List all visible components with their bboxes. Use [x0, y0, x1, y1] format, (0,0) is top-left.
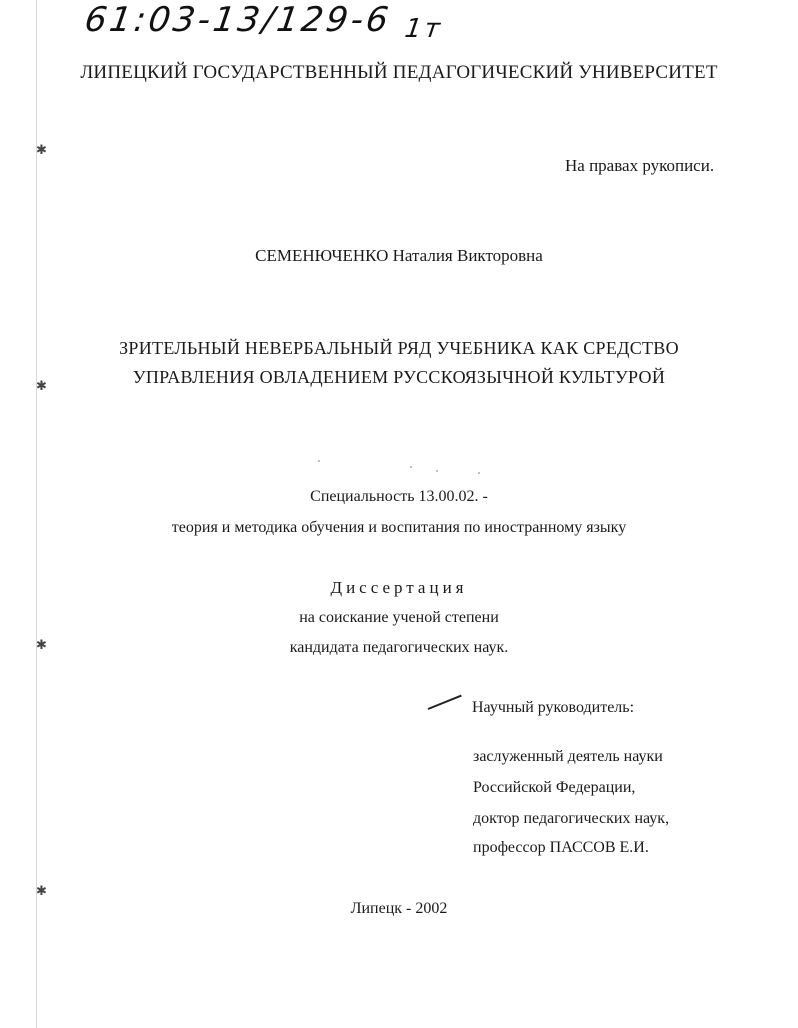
supervisor-label: Научный руководитель: — [472, 699, 635, 716]
scan-speck — [478, 472, 480, 474]
binding-hole-mark: ✱ — [36, 378, 47, 393]
binding-hole-mark: ✱ — [36, 142, 47, 157]
archive-code-handwritten: 61:03-13/129-6 — [82, 0, 394, 40]
scan-speck — [410, 466, 412, 468]
specialty-description: теория и методика обучения и воспитания по иностранному языку — [171, 519, 627, 536]
supervisor-name: профессор ПАССОВ Е.И. — [473, 839, 649, 856]
rights-note: На правах рукописи. — [565, 156, 715, 175]
scan-speck — [318, 460, 320, 462]
supervisor-title-1: заслуженный деятель науки — [473, 748, 663, 765]
supervisor-title-2: Российской Федерации, — [473, 779, 636, 796]
archive-code-suffix: 1т — [402, 14, 445, 44]
dissertation-label: Диссертация — [330, 578, 468, 597]
thesis-title-line-2: УПРАВЛЕНИЯ ОВЛАДЕНИЕМ РУССКОЯЗЫЧНОЙ КУЛЬТУРОЙ — [132, 367, 666, 387]
author-name: СЕМЕНЮЧЕНКО Наталия Викторовна — [255, 246, 543, 265]
university-name: ЛИПЕЦКИЙ ГОСУДАРСТВЕННЫЙ ПЕДАГОГИЧЕСКИЙ УНИВЕРСИТЕТ — [80, 62, 718, 83]
place-and-year: Липецк - 2002 — [350, 900, 448, 917]
scan-speck — [436, 470, 438, 472]
degree-name: кандидата педагогических наук. — [289, 639, 509, 656]
binding-hole-mark: ✱ — [36, 637, 47, 652]
thesis-title-line-1: ЗРИТЕЛЬНЫЙ НЕВЕРБАЛЬНЫЙ РЯД УЧЕБНИКА КАК СРЕДСТВО — [119, 338, 679, 358]
degree-purpose: на соискание ученой степени — [299, 609, 499, 626]
binding-hole-mark: ✱ — [36, 883, 47, 898]
specialty-code: Специальность 13.00.02. - — [310, 488, 488, 505]
supervisor-degree: доктор педагогических наук, — [473, 810, 670, 827]
pen-stroke-mark — [428, 695, 462, 710]
